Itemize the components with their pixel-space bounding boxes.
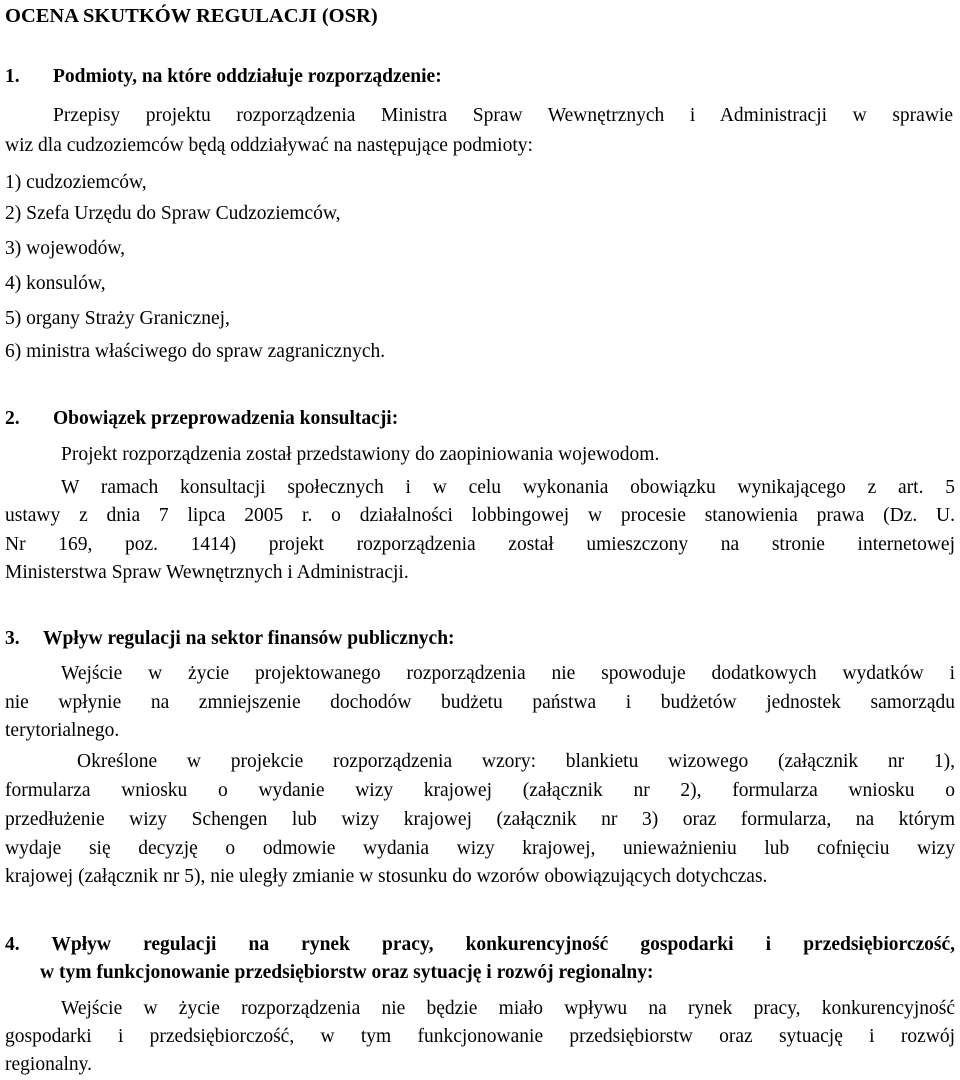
list-item: 2) Szefa Urzędu do Spraw Cudzoziemców, (5, 203, 341, 224)
section-number: 2. (5, 408, 20, 429)
paragraph-line: W ramach konsultacji społecznych i w celu wykonania obowiązku wynikającego z art. 5 (61, 477, 955, 498)
paragraph-line: ustawy z dnia 7 lipca 2005 r. o działalności lobbingowej w procesie stanowienia prawa (Dz. U. (5, 505, 955, 526)
list-item: 1) cudzoziemców, (5, 172, 147, 193)
section-title: Wpływ regulacji na sektor finansów publicznych: (43, 628, 455, 649)
section-2-heading (5, 404, 398, 434)
section-number: 1. (5, 66, 20, 87)
list-item: 4) konsulów, (5, 273, 106, 294)
list-item: 6) ministra właściwego do spraw zagranicznych. (5, 341, 386, 362)
section-3-heading (5, 624, 455, 654)
paragraph-line: Wejście w życie rozporządzenia nie będzie miało wpływu na rynek pracy, konkurencyjność (61, 998, 955, 1019)
section-title: Wpływ regulacji na rynek pracy, konkurencyjność gospodarki i przedsiębiorczość, (51, 934, 955, 955)
paragraph-line: Określone w projekcie rozporządzenia wzory: blankietu wizowego (załącznik nr 1), (77, 751, 955, 772)
paragraph-line: Nr 169, poz. 1414) projekt rozporządzenia został umieszczony na stronie internetowej (5, 534, 955, 555)
paragraph-line: regionalny. (5, 1054, 92, 1075)
paragraph-line: Ministerstwa Spraw Wewnętrznych i Administracji. (5, 562, 409, 583)
paragraph-line: Wejście w życie projektowanego rozporządzenia nie spowoduje dodatkowych wydatków i (61, 663, 955, 684)
paragraph-line: wydaje się decyzję o odmowie wydania wizy krajowej, unieważnieniu lub cofnięciu wizy (5, 838, 955, 859)
section-title: Podmioty, na które oddziałuje rozporządzenie: (53, 66, 442, 87)
list-item: 3) wojewodów, (5, 238, 126, 259)
section-4-heading (5, 930, 955, 960)
paragraph-line: gospodarki i przedsiębiorczość, w tym funkcjonowanie przedsiębiorstw oraz sytuację i rozwój (5, 1026, 955, 1047)
section-number: 4. (5, 934, 20, 955)
paragraph-line: Przepisy projektu rozporządzenia Ministra Spraw Wewnętrznych i Administracji w sprawie (53, 105, 953, 126)
paragraph-line: Projekt rozporządzenia został przedstawiony do zaopiniowania wojewodom. (61, 444, 660, 465)
paragraph-line: nie wpłynie na zmniejszenie dochodów budżetu państwa i budżetów jednostek samorządu (5, 692, 955, 713)
section-number: 3. (5, 628, 20, 649)
paragraph-line: krajowej (załącznik nr 5), nie uległy zmianie w stosunku do wzorów obowiązujących dotychczas. (5, 866, 768, 887)
section-1-heading (5, 62, 442, 92)
section-title: Obowiązek przeprowadzenia konsultacji: (53, 408, 399, 429)
paragraph-line: terytorialnego. (5, 720, 120, 741)
paragraph-line: wiz dla cudzoziemców będą oddziaływać na następujące podmioty: (5, 135, 533, 156)
section-4-heading-cont: w tym funkcjonowanie przedsiębiorstw oraz sytuację i rozwój regionalny: (40, 962, 654, 983)
document-title: OCENA SKUTKÓW REGULACJI (OSR) (5, 5, 378, 27)
paragraph-line: przedłużenie wizy Schengen lub wizy krajowej (załącznik nr 3) oraz formularza, na którym (5, 809, 955, 830)
list-item: 5) organy Straży Granicznej, (5, 308, 230, 329)
paragraph-line: formularza wniosku o wydanie wizy krajowej (załącznik nr 2), formularza wniosku o (5, 780, 955, 801)
